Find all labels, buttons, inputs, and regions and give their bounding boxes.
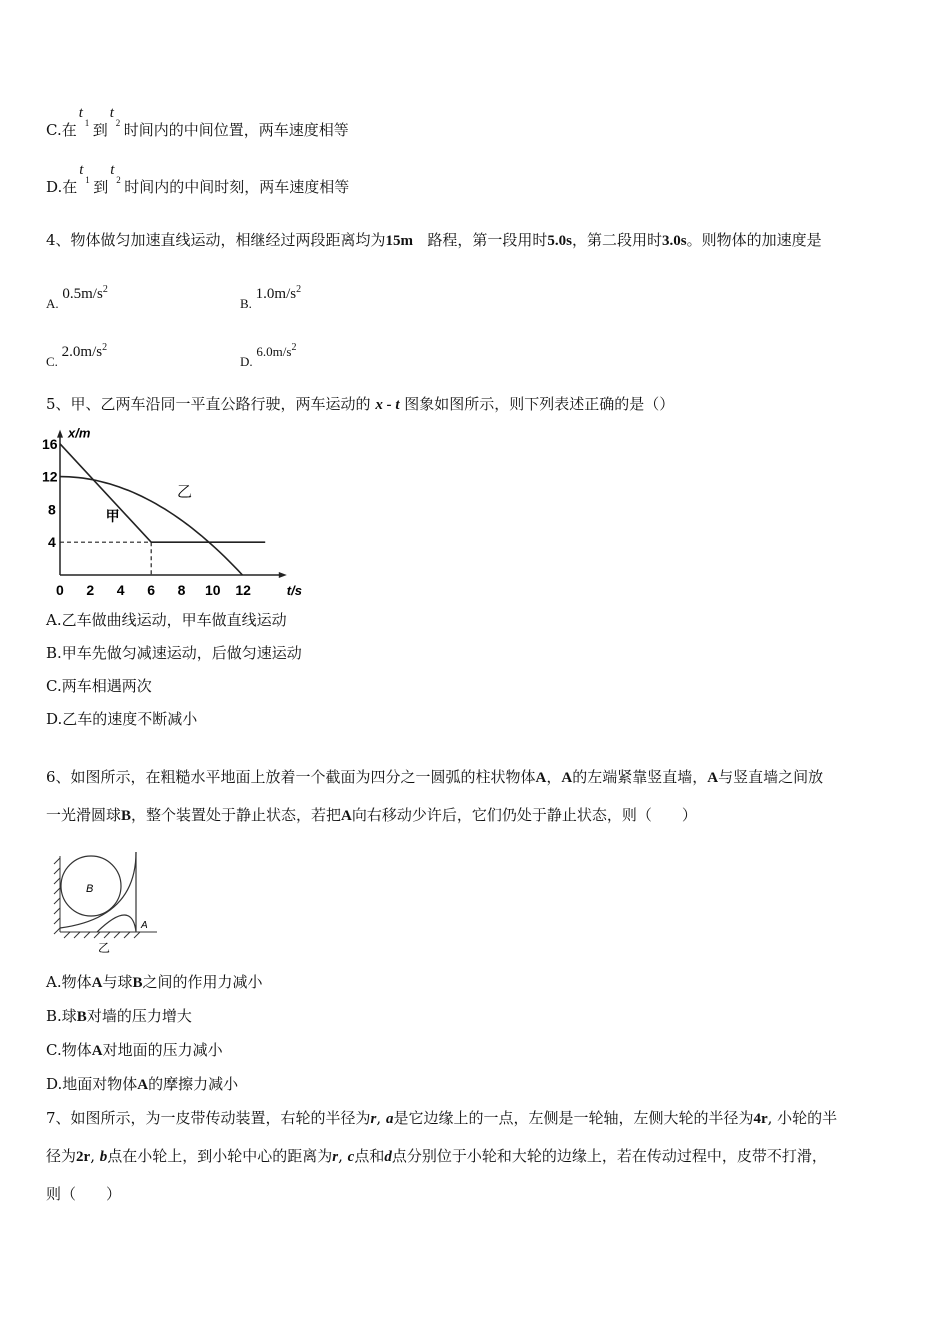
t1-symbol: t 1 xyxy=(79,162,90,185)
y-tick-label: 8 xyxy=(48,501,56,518)
t1-symbol: t 1 xyxy=(78,105,90,128)
q5-option-a: A.乙车做曲线运动，甲车做直线运动 xyxy=(46,611,287,629)
question-6-line2: 一光滑圆球B，整个装置处于静止状态，若把A向右移动少许后，它们仍处于静止状态，则（ ） xyxy=(46,806,697,824)
xt-chart xyxy=(40,425,302,605)
y-tick-label: 4 xyxy=(48,534,56,551)
question-7-line1: 7、如图所示，为一皮带传动装置，右轮的半径为r, a是它边缘上的一点，左侧是一轮轴，左侧大轮的半径为4r, 小轮的半 xyxy=(46,1109,838,1127)
wall-ball-figure xyxy=(52,848,172,958)
y-tick-label: 12 xyxy=(42,468,58,485)
q5-option-b: B.甲车先做匀减速运动，后做匀速运动 xyxy=(46,644,302,662)
x-axis-arrow xyxy=(279,572,287,578)
option-d: D.在 t 1 到 t 2 时间内的中间时刻，两车速度相等 xyxy=(46,162,350,196)
x-tick-label: 6 xyxy=(147,582,155,598)
y-axis-arrow xyxy=(57,430,63,438)
option-c: C.在 t 1 到 t 2 时间内的中间位置，两车速度相等 xyxy=(46,105,349,139)
series-label-yi: 乙 xyxy=(177,483,193,501)
y-tick-label: 16 xyxy=(42,435,58,452)
q6-option-c: C.物体A对地面的压力减小 xyxy=(46,1041,223,1059)
figure-caption: 乙 xyxy=(98,941,111,955)
block-label: A xyxy=(141,920,148,931)
y-axis-label: x/m xyxy=(68,425,91,441)
q6-option-b: B.球B对墙的压力增大 xyxy=(46,1007,192,1025)
q6-option-a: A.物体A与球B之间的作用力减小 xyxy=(46,973,263,991)
question-5-stem: 5、甲、乙两车沿同一平直公路行驶，两车运动的 x - t 图象如图所示，则下列表述正确的是（） xyxy=(46,395,675,413)
series-label-jia: 甲 xyxy=(105,507,120,524)
x-axis-label: t/s xyxy=(286,583,302,598)
question-6-line1: 6、如图所示，在粗糙水平地面上放着一个截面为四分之一圆弧的柱状物体A，A的左端紧靠竖直墙，A与竖直墙之间放 xyxy=(46,768,824,786)
q5-option-c: C.两车相遇两次 xyxy=(46,677,152,695)
x-tick-label: 2 xyxy=(86,582,95,598)
q5-option-d: D.乙车的速度不断减小 xyxy=(46,710,198,728)
x-tick-label: 0 xyxy=(56,582,64,598)
question-4-stem: 4、物体做匀加速直线运动，相继经过两段距离均为15m 路程，第一段用时5.0s，第二段用时3.0s。则物体的加速度是 xyxy=(46,231,822,249)
q6-option-d: D.地面对物体A的摩擦力减小 xyxy=(46,1075,239,1093)
t2-symbol: t 2 xyxy=(109,105,121,128)
series-line-yi xyxy=(60,477,242,575)
t2-symbol: t 2 xyxy=(110,162,121,185)
question-7-line2: 径为2r, b点在小轮上，到小轮中心的距离为r, c点和d点分别位于小轮和大轮的边缘上，若在传动过程中，皮带不打滑， xyxy=(46,1147,827,1165)
q4-option-d: D. $6.0m/s^2$ xyxy=(240,342,297,369)
q4-option-a: A. $0.5m/s^2$ xyxy=(46,284,108,311)
x-tick-label: 8 xyxy=(177,582,186,598)
block-a-outline xyxy=(97,852,136,932)
q4-option-c: C. $2.0m/s^2$ xyxy=(46,342,108,369)
ball-label: B xyxy=(86,883,94,895)
x-tick-label: 12 xyxy=(235,582,251,598)
q4-option-b: B. $1.0m/s^2$ xyxy=(240,284,302,311)
series-line-jia xyxy=(60,444,265,542)
x-tick-label: 4 xyxy=(116,582,125,598)
x-tick-label: 10 xyxy=(205,582,221,598)
question-7-line3: 则（ ） xyxy=(46,1185,122,1203)
